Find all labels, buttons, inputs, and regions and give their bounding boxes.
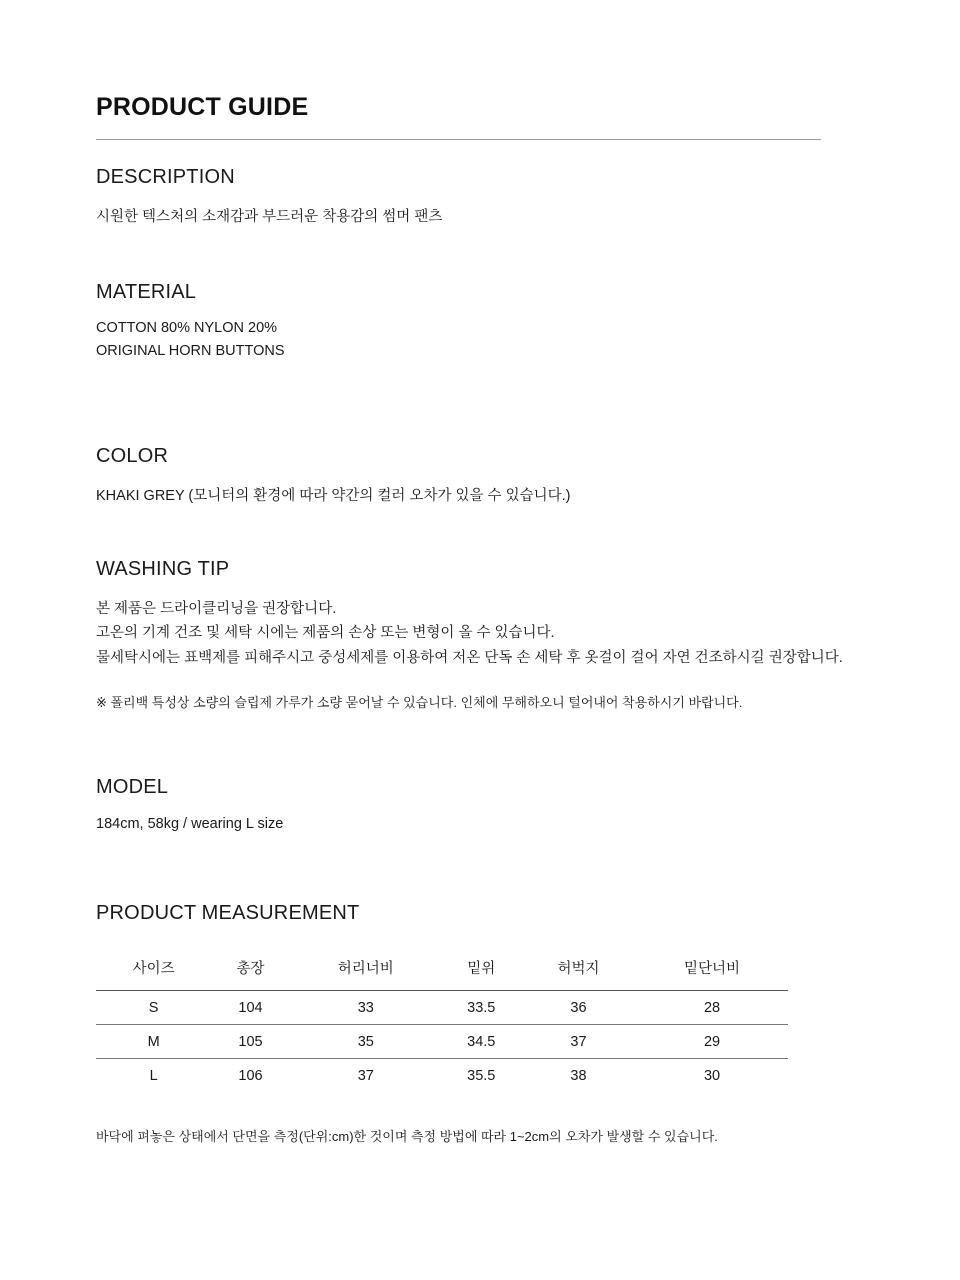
table-cell: 34.5 [442, 1025, 521, 1059]
column-header: 허벅지 [521, 945, 636, 991]
material-heading: MATERIAL [96, 281, 197, 303]
column-header: 사이즈 [96, 945, 211, 991]
material-line: COTTON 80% NYLON 20% [96, 320, 278, 336]
description-text: 시원한 텍스처의 소재감과 부드러운 착용감의 썸머 팬츠 [96, 209, 443, 225]
washing-tip-note: ※ 폴리백 특성상 소량의 슬립제 가루가 소량 묻어날 수 있습니다. 인체에 무해하오니 털어내어 착용하시기 바랍니다. [96, 695, 743, 710]
column-header: 밑단너비 [636, 945, 788, 991]
table-cell: M [96, 1025, 211, 1059]
color-text: KHAKI GREY (모니터의 환경에 따라 약간의 컬러 오차가 있을 수 있습니다.) [96, 488, 571, 504]
table-row [96, 991, 788, 1025]
washing-tip-line: 본 제품은 드라이클리닝을 권장합니다. [96, 601, 337, 617]
table-cell: 36 [521, 991, 636, 1025]
table-row [96, 1059, 788, 1093]
table-cell: 105 [211, 1025, 290, 1059]
table-cell: 37 [521, 1025, 636, 1059]
measurement-table [96, 945, 788, 1092]
description-heading: DESCRIPTION [96, 166, 235, 188]
table-cell: 104 [211, 991, 290, 1025]
measurement-heading: PRODUCT MEASUREMENT [96, 902, 360, 924]
page-title: PRODUCT GUIDE [96, 93, 309, 121]
table-cell: 106 [238, 1067, 263, 1084]
table-cell: 33.5 [442, 991, 521, 1025]
table-cell: 37 [357, 1067, 374, 1084]
column-header: 총장 [211, 945, 290, 991]
column-header: 허리너비 [290, 945, 442, 991]
table-cell: 35 [290, 1025, 442, 1059]
table-cell: 38 [570, 1067, 587, 1084]
table-cell: 28 [636, 991, 788, 1025]
table-cell: 30 [703, 1067, 721, 1084]
table-cell: S [96, 991, 211, 1025]
color-heading: COLOR [96, 445, 169, 467]
measurement-footnote: 바닥에 펴놓은 상태에서 단면을 측정(단위:cm)한 것이며 측정 방법에 따라 1~2cm의 오차가 발생할 수 있습니다. [96, 1129, 718, 1144]
title-divider [96, 139, 821, 140]
table-row [96, 1025, 788, 1059]
model-heading: MODEL [96, 776, 169, 798]
washing-tip-line: 고온의 기계 건조 및 세탁 시에는 제품의 손상 또는 변형이 올 수 있습니다. [96, 625, 555, 641]
column-header: 밑위 [442, 945, 521, 991]
table-cell: 29 [636, 1025, 788, 1059]
table-header-row [96, 945, 788, 991]
washing-tip-heading: WASHING TIP [96, 558, 230, 580]
table-cell: 35.5 [467, 1067, 496, 1084]
table-cell: L [149, 1067, 158, 1084]
washing-tip-line: 물세탁시에는 표백제를 피해주시고 중성세제를 이용하여 저온 단독 손 세탁 후 옷걸이 걸어 자연 건조하시길 권장합니다. [96, 650, 843, 666]
table-cell: 33 [290, 991, 442, 1025]
model-text: 184cm, 58kg / wearing L size [96, 816, 284, 832]
material-line: ORIGINAL HORN BUTTONS [96, 343, 285, 359]
